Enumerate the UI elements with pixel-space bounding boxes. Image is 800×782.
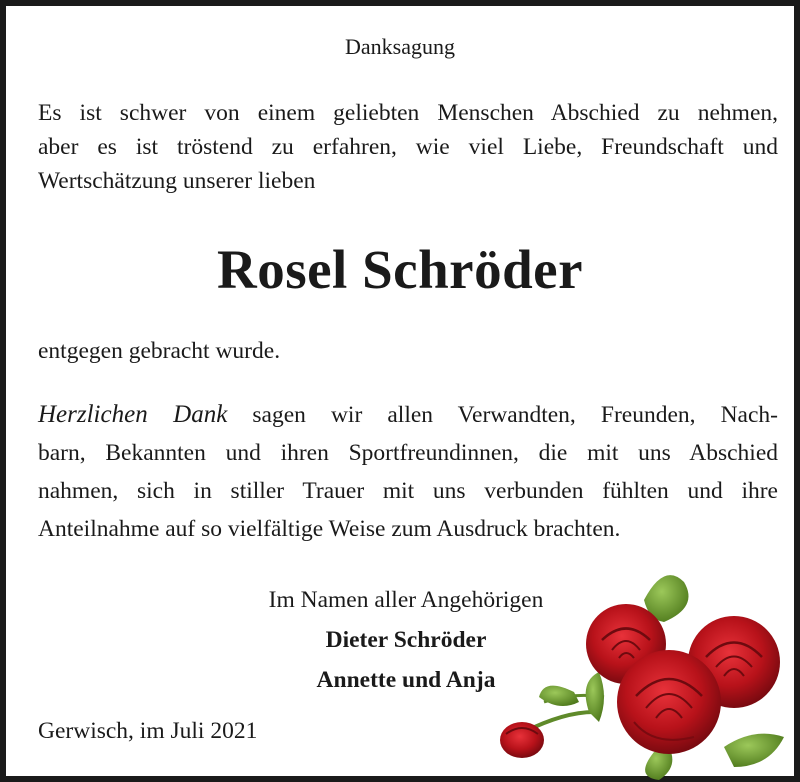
thanks-line [38,396,778,434]
intro-line: aber es ist tröstend zu erfahren, wie viel Liebe, Freundschaft und [38,134,778,160]
deceased-name: Rosel Schröder [217,239,583,300]
signature-name: Annette und Anja [316,667,496,693]
notice-title: Danksagung [345,34,455,59]
intro-line: Wertschätzung unserer lieben [38,168,316,194]
intro-paragraph [38,96,778,198]
thanks-line: nahmen, sich in stiller Trauer mit uns verbunden fühlten und ihre [38,478,778,504]
intro-line: Es ist schwer von einem geliebten Menschen Abschied zu nehmen, [38,100,778,126]
thanks-line: barn, Bekannten und ihren Sportfreundinnen, die mit uns Abschied [38,440,778,466]
signature-name: Dieter Schröder [325,627,487,653]
thanks-line: Anteilnahme auf so vielfältige Weise zum Ausdruck brachten. [38,516,621,542]
thanks-paragraph [38,396,778,548]
signature-intro: Im Namen aller Angehörigen [268,587,544,613]
place-date: Gerwisch, im Juli 2021 [38,718,258,744]
red-roses-icon [484,562,794,782]
received-text: entgegen gebracht wurde. [38,338,281,364]
thanks-emphasis: Herzlichen Dank [38,401,228,428]
thanks-line-rest: sagen wir allen Verwandten, Freunden, Nach- [252,402,778,428]
